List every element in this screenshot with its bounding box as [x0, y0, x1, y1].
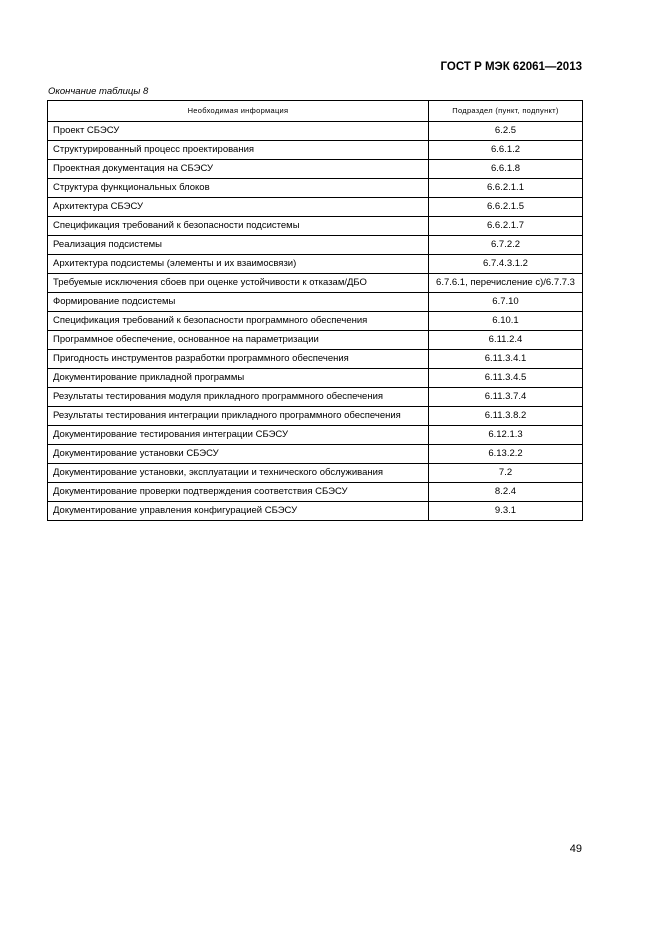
subsection-reference-cell: 6.7.4.3.1.2: [429, 255, 583, 274]
subsection-reference-cell: 6.10.1: [429, 312, 583, 331]
subsection-reference-cell: 6.11.3.4.5: [429, 369, 583, 388]
subsection-reference-cell: 6.7.10: [429, 293, 583, 312]
table-row: [48, 445, 583, 464]
required-information-cell: Пригодность инструментов разработки программного обеспечения: [48, 350, 429, 369]
subsection-reference-cell: 6.7.2.2: [429, 236, 583, 255]
table-row: [48, 255, 583, 274]
table-row: [48, 160, 583, 179]
required-information-cell: Документирование установки СБЭСУ: [48, 445, 429, 464]
subsection-reference-cell: 6.11.2.4: [429, 331, 583, 350]
table-row: [48, 274, 583, 293]
required-information-cell: Архитектура СБЭСУ: [48, 198, 429, 217]
subsection-reference-cell: 6.11.3.8.2: [429, 407, 583, 426]
document-standard-header: ГОСТ Р МЭК 62061—2013: [440, 61, 582, 73]
required-information-cell: Спецификация требований к безопасности программного обеспечения: [48, 312, 429, 331]
subsection-reference-cell: 6.6.2.1.1: [429, 179, 583, 198]
subsection-reference-cell: 7.2: [429, 464, 583, 483]
table-row: [48, 407, 583, 426]
required-information-cell: Проектная документация на СБЭСУ: [48, 160, 429, 179]
column-header-info: Необходимая информация: [48, 101, 429, 122]
required-information-cell: Архитектура подсистемы (элементы и их взаимосвязи): [48, 255, 429, 274]
required-information-cell: Структурированный процесс проектирования: [48, 141, 429, 160]
subsection-reference-cell: 6.11.3.7.4: [429, 388, 583, 407]
required-information-cell: Требуемые исключения сбоев при оценке устойчивости к отказам/ДБО: [48, 274, 429, 293]
table-row: [48, 350, 583, 369]
subsection-reference-cell: 6.2.5: [429, 122, 583, 141]
required-information-cell: Документирование проверки подтверждения соответствия СБЭСУ: [48, 483, 429, 502]
table-row: [48, 122, 583, 141]
required-information-cell: Реализация подсистемы: [48, 236, 429, 255]
subsection-reference-cell: 6.6.1.2: [429, 141, 583, 160]
subsection-reference-cell: 6.6.2.1.5: [429, 198, 583, 217]
table-row: [48, 293, 583, 312]
required-information-cell: Программное обеспечение, основанное на параметризации: [48, 331, 429, 350]
table-header-row: [48, 101, 583, 122]
subsection-reference-cell: 6.11.3.4.1: [429, 350, 583, 369]
required-information-cell: Структура функциональных блоков: [48, 179, 429, 198]
table-row: [48, 369, 583, 388]
table-row: [48, 236, 583, 255]
table-caption: Окончание таблицы 8: [48, 86, 149, 97]
required-information-cell: Проект СБЭСУ: [48, 122, 429, 141]
table-row: [48, 483, 583, 502]
required-information-cell: Результаты тестирования интеграции прикладного программного обеспечения: [48, 407, 429, 426]
required-information-cell: Документирование прикладной программы: [48, 369, 429, 388]
table-row: [48, 388, 583, 407]
subsection-reference-cell: 6.6.2.1.7: [429, 217, 583, 236]
table-row: [48, 464, 583, 483]
page-number: 49: [569, 843, 582, 855]
table-row: [48, 198, 583, 217]
column-header-ref: Подраздел (пункт, подпункт): [429, 101, 583, 122]
subsection-reference-cell: 8.2.4: [429, 483, 583, 502]
required-information-cell: Спецификация требований к безопасности подсистемы: [48, 217, 429, 236]
table-row: [48, 312, 583, 331]
table-row: [48, 179, 583, 198]
required-information-cell: Результаты тестирования модуля прикладного программного обеспечения: [48, 388, 429, 407]
subsection-reference-cell: 6.12.1.3: [429, 426, 583, 445]
table-row: [48, 141, 583, 160]
table-row: [48, 331, 583, 350]
required-information-cell: Формирование подсистемы: [48, 293, 429, 312]
subsection-reference-cell: 6.6.1.8: [429, 160, 583, 179]
required-information-cell: Документирование управления конфигурацией СБЭСУ: [48, 502, 429, 521]
table-row: [48, 426, 583, 445]
required-information-cell: Документирование тестирования интеграции СБЭСУ: [48, 426, 429, 445]
requirements-table: [47, 100, 583, 521]
subsection-reference-cell: 6.7.6.1, перечисление с)/6.7.7.3: [429, 274, 583, 293]
table-row: [48, 502, 583, 521]
subsection-reference-cell: 9.3.1: [429, 502, 583, 521]
table-row: [48, 217, 583, 236]
subsection-reference-cell: 6.13.2.2: [429, 445, 583, 464]
required-information-cell: Документирование установки, эксплуатации и технического обслуживания: [48, 464, 429, 483]
table-body: [48, 122, 583, 521]
